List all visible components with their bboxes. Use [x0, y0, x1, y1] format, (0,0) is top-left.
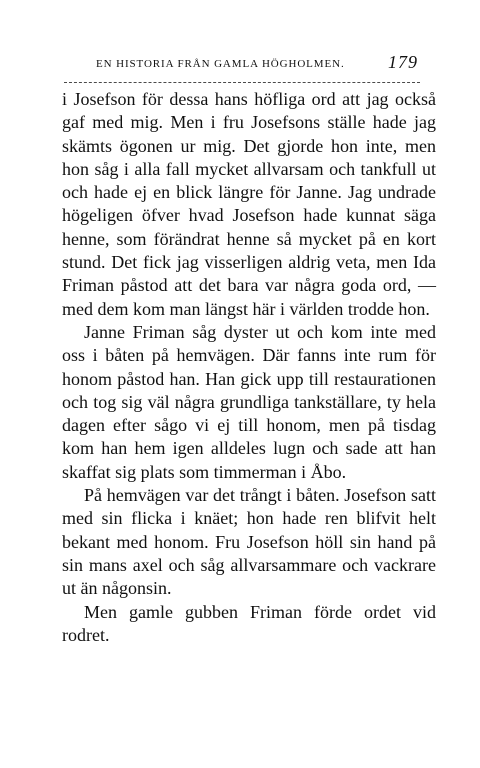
body-text: [62, 88, 436, 647]
header-rule: [64, 82, 420, 83]
paragraph: På hemvägen var det trångt i båten. Josefson satt med sin flicka i knäet; hon hade ren blifvit helt bekant med honom. Fru Josefson höll sin hand på sin mans axel och såg allvarsammare och vackrare ut än någonsin.: [62, 485, 436, 599]
paragraph: Men gamle gubben Friman förde ordet vid rodret.: [62, 601, 436, 645]
paragraph: Janne Friman såg dyster ut och kom inte med oss i båten på hemvägen. Där fanns inte rum för honom påstod han. Han gick upp till restaurationen och tog sig väl några grundliga tankställare, ty hela dagen efter sågo vi ej till honom, men på tisdag kom han hem igen alldeles lugn och sade att han skaffat sig plats som timmerman i Åbo.: [62, 321, 436, 482]
paragraph: i Josefson för dessa hans höfliga ord att jag också gaf med mig. Men i fru Josefsons ställe hade jag skämts ögonen ur mig. Det gjorde hon inte, men hon såg i alla fall mycket allvarsam och tankfull ut och hade ej en blick längre för Janne. Jag undrade högeligen öfver hvad Josefson hade kunnat säga henne, som förändrat henne så mycket på en kort stund. Det fick jag visserligen aldrig veta, men Ida Friman påstod att det bara var några goda ord, — med dem kom man längst här i världen trodde hon.: [62, 89, 436, 319]
running-head: [64, 54, 418, 74]
page-number: 179: [388, 52, 418, 72]
running-title: EN HISTORIA FRÅN GAMLA HÖGHOLMEN.: [96, 58, 345, 70]
